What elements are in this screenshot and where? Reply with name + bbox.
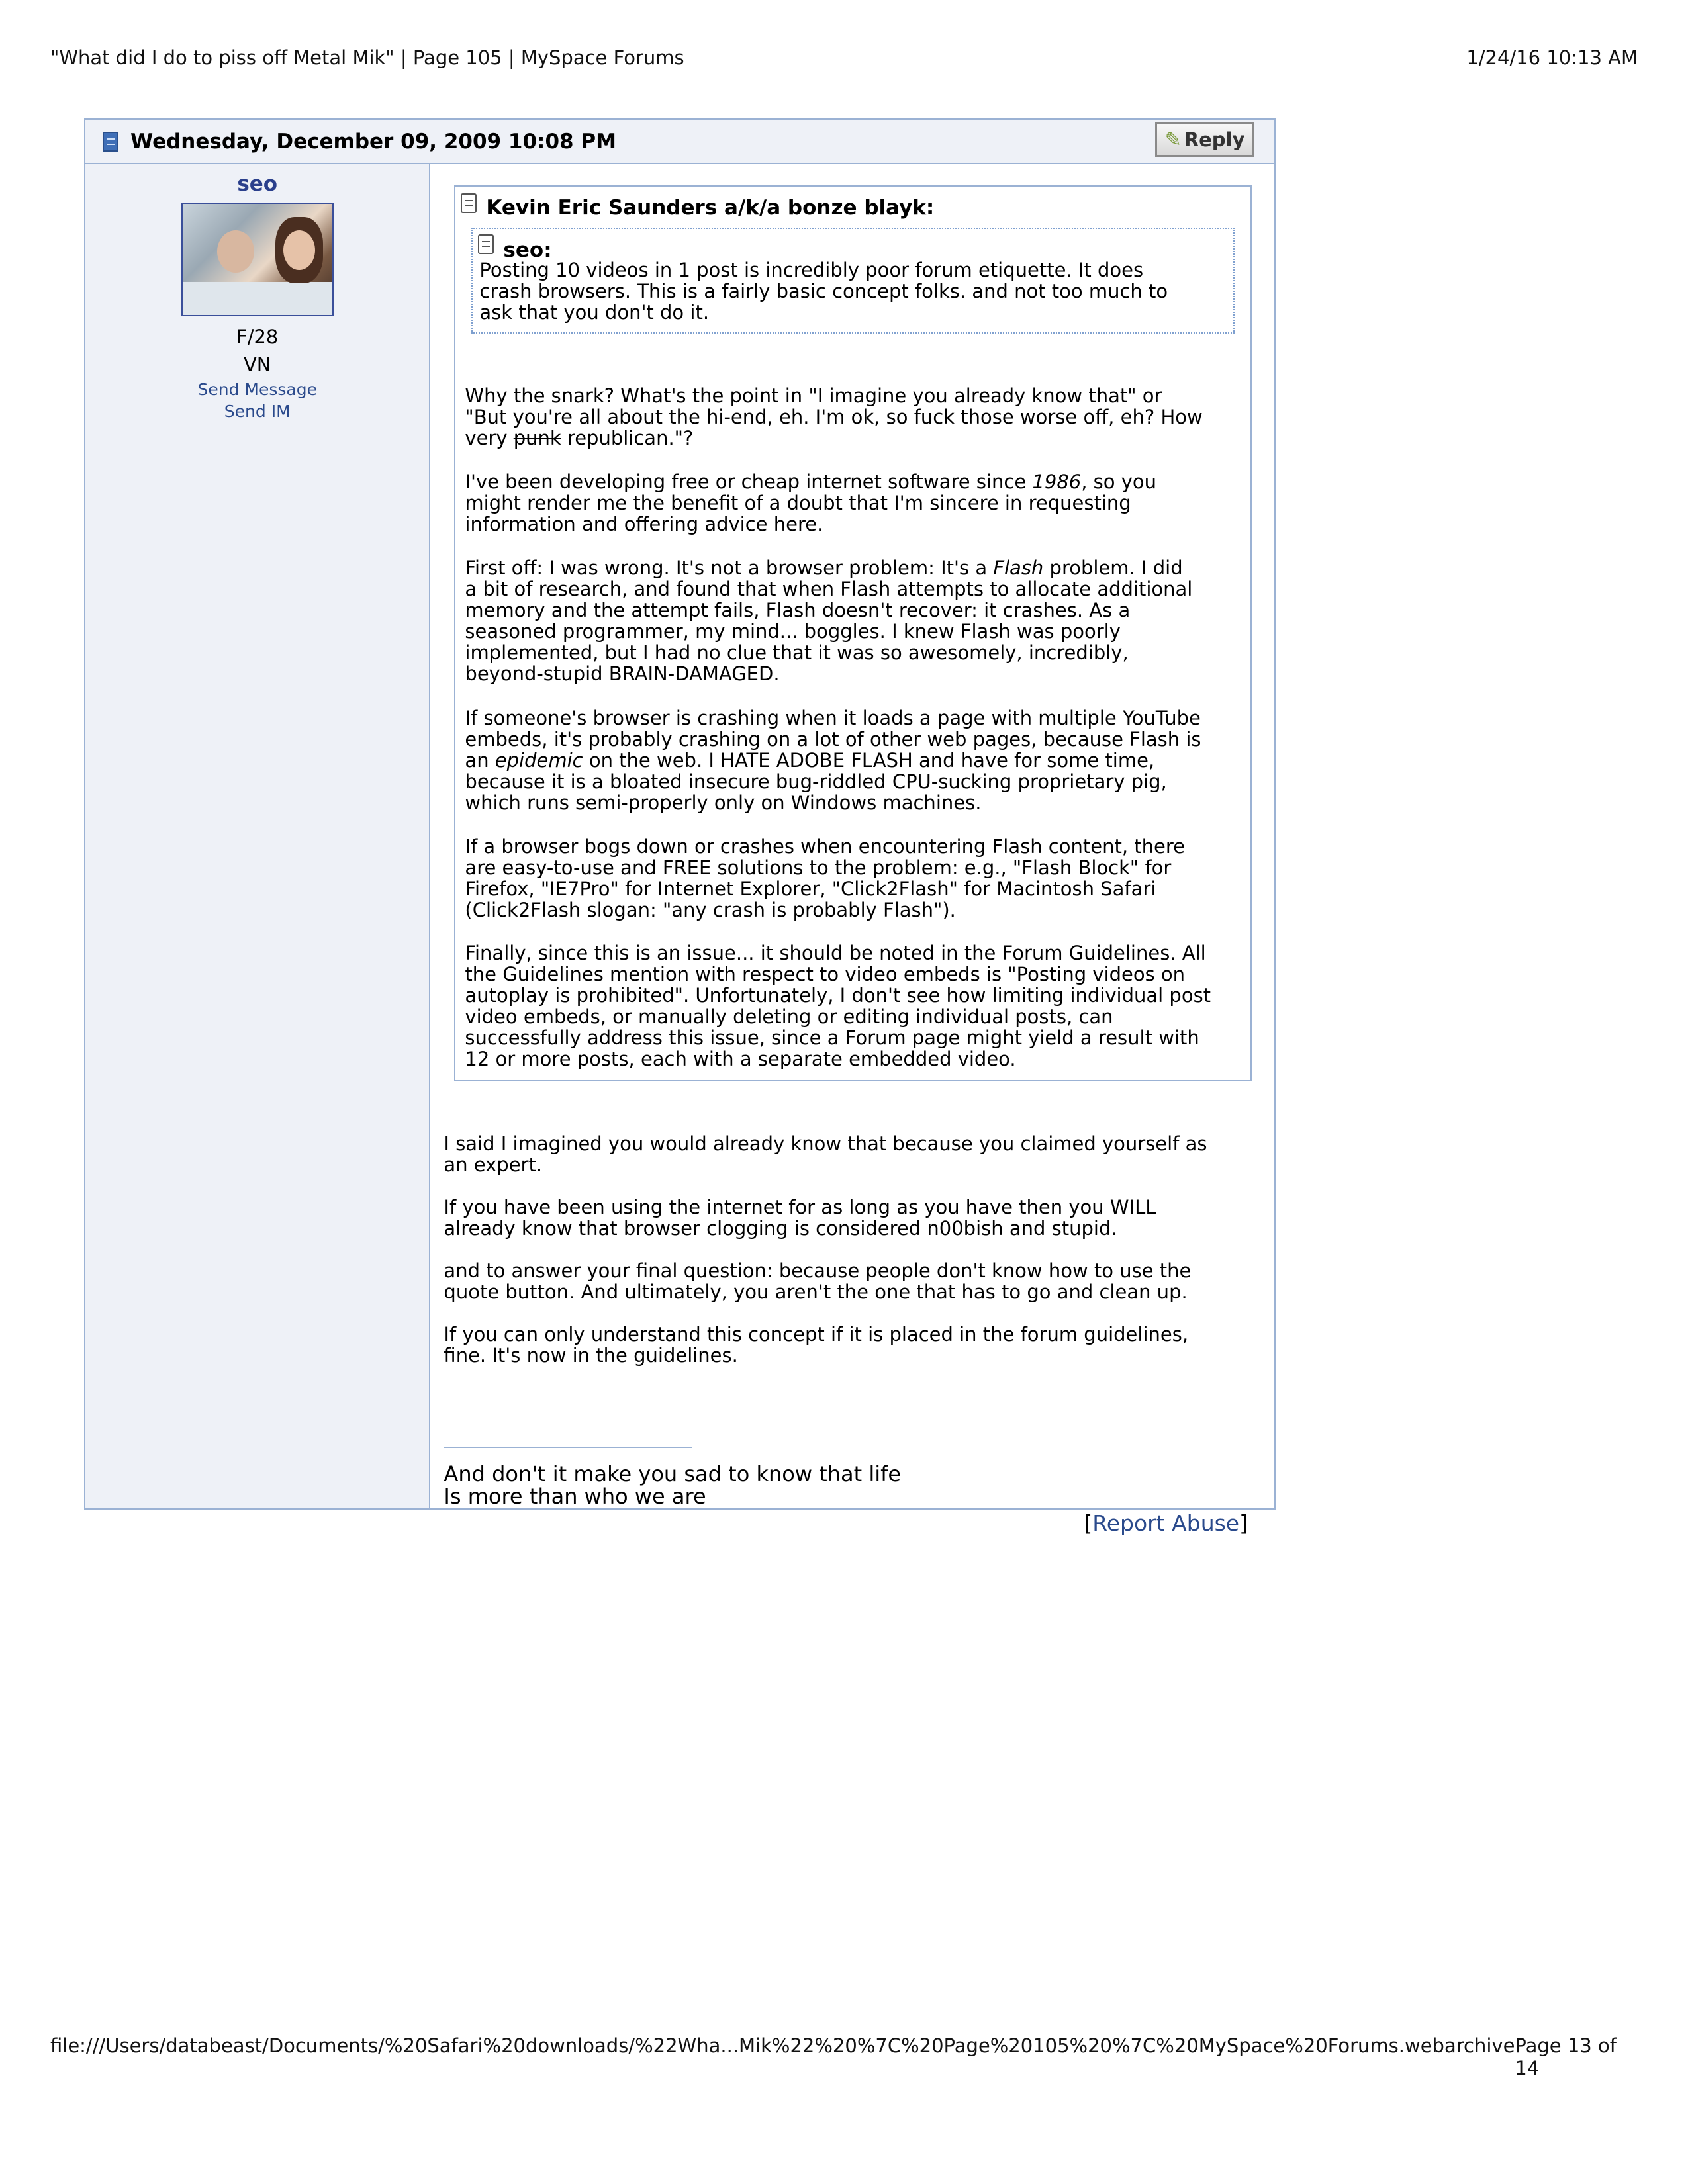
quote-paragraph: I've been developing free or cheap internet software since 1986, so you might render me the benefit of a doubt that I'm sincere in requesting information and offering advice here. <box>465 471 1157 535</box>
reply-button[interactable] <box>1155 122 1254 157</box>
post-content <box>430 164 1274 1536</box>
send-message-link[interactable]: Send Message <box>197 380 317 399</box>
quote-paragraph: If a browser bogs down or crashes when encountering Flash content, there are easy-to-use and FREE solutions to the problem: e.g., "Flash Block" for Firefox, "IE7Pro" for Internet Explorer, "Click2Flash" for Macintosh Safari (Click2Flash slogan: "any crash is probably Flash"). <box>465 835 1185 921</box>
reply-paragraph: I said I imagined you would already know that because you claimed yourself as an expert. <box>444 1132 1207 1176</box>
print-header <box>50 46 1638 69</box>
outer-quote-author: Kevin Eric Saunders a/k/a bonze blayk: <box>486 196 935 220</box>
avatar[interactable] <box>181 203 334 316</box>
send-im-link[interactable]: Send IM <box>224 402 291 421</box>
quote-icon <box>461 193 477 213</box>
print-page-number: Page 13 of 14 <box>1515 2034 1617 2079</box>
print-page-title: "What did I do to piss off Metal Mik" | Page 105 | MySpace Forums <box>50 46 684 69</box>
quote-paragraph: Finally, since this is an issue... it should be noted in the Forum Guidelines. All the Guidelines mention with respect to video embeds is "Posting videos on autoplay is prohibited". Unfortunately, I don't see how limiting individual post video embeds, or manually deleting or editing individual posts, can successfully address this issue, since a Forum page might yield a result with 12 or more posts, each with a separate embedded video. <box>465 942 1211 1070</box>
inner-quote-author: seo: <box>503 238 552 262</box>
report-abuse: [Report Abuse] <box>1084 1510 1248 1536</box>
report-abuse-link[interactable]: Report Abuse <box>1092 1510 1240 1536</box>
post-body <box>85 164 1274 1536</box>
quote-icon <box>478 234 494 254</box>
signature-divider <box>444 1447 692 1448</box>
post-date: Wednesday, December 09, 2009 10:08 PM <box>130 129 616 154</box>
post-header <box>85 120 1274 164</box>
quote-paragraph: If someone's browser is crashing when it loads a page with multiple YouTube embeds, it's probably crashing on a lot of other web pages, because Flash is an epidemic on the web. I HATE ADOBE FLASH and have for some time, because it is a bloated insecure bug-riddled CPU-sucking proprietary pig, which runs semi-properly only on Windows machines. <box>465 707 1201 814</box>
forum-post <box>84 118 1276 1536</box>
quote-paragraph: First off: I was wrong. It's not a browser problem: It's a Flash problem. I did a bit of research, and found that when Flash attempts to allocate additional memory and the attempt fails, Flash doesn't recover: it crashes. As a seasoned programmer, my mind... boggles. I knew Flash was poorly implemented, but I had no clue that it was so awesomely, incredibly, beyond-stupid BRAIN-DAMAGED. <box>465 557 1193 685</box>
signature: And don't it make you sad to know that life Is more than who we are <box>444 1461 902 1509</box>
author-panel <box>85 164 430 1508</box>
author-gender-age: F/28 <box>236 326 279 348</box>
print-footer <box>50 2034 1638 2079</box>
author-name[interactable]: seo <box>237 172 278 196</box>
pencil-icon: ✎ <box>1164 128 1182 152</box>
reply-button-label: Reply <box>1184 128 1245 151</box>
print-url: file:///Users/databeast/Documents/%20Safari%20downloads/%22Wha...Mik%22%20%7C%20Page%20105%20%7C%20MySpace%20Forums.webarchive <box>50 2034 1515 2057</box>
inner-quote-text: Posting 10 videos in 1 post is incredibly poor forum etiquette. It does crash browsers. This is a fairly basic concept folks. and not too much to ask that you don't do it. <box>479 259 1168 324</box>
print-datetime: 1/24/16 10:13 AM <box>1466 46 1638 69</box>
quote-paragraph: Why the snark? What's the point in "I imagine you already know that" or "But you're all about the hi-end, eh. I'm ok, so fuck those worse off, eh? How very punk republican."? <box>465 385 1203 449</box>
reply-paragraph: If you have been using the internet for as long as you have then you WILL already know that browser clogging is considered n00bish and stupid. <box>444 1196 1156 1240</box>
author-location: VN <box>243 353 271 376</box>
outer-quote <box>454 185 1252 1081</box>
post-document-icon <box>103 132 118 152</box>
reply-paragraph: and to answer your final question: because people don't know how to use the quote button. And ultimately, you aren't the one that has to go and clean up. <box>444 1259 1192 1303</box>
inner-quote <box>471 228 1235 334</box>
reply-paragraph: If you can only understand this concept if it is placed in the forum guidelines, fine. It's now in the guidelines. <box>444 1323 1189 1367</box>
